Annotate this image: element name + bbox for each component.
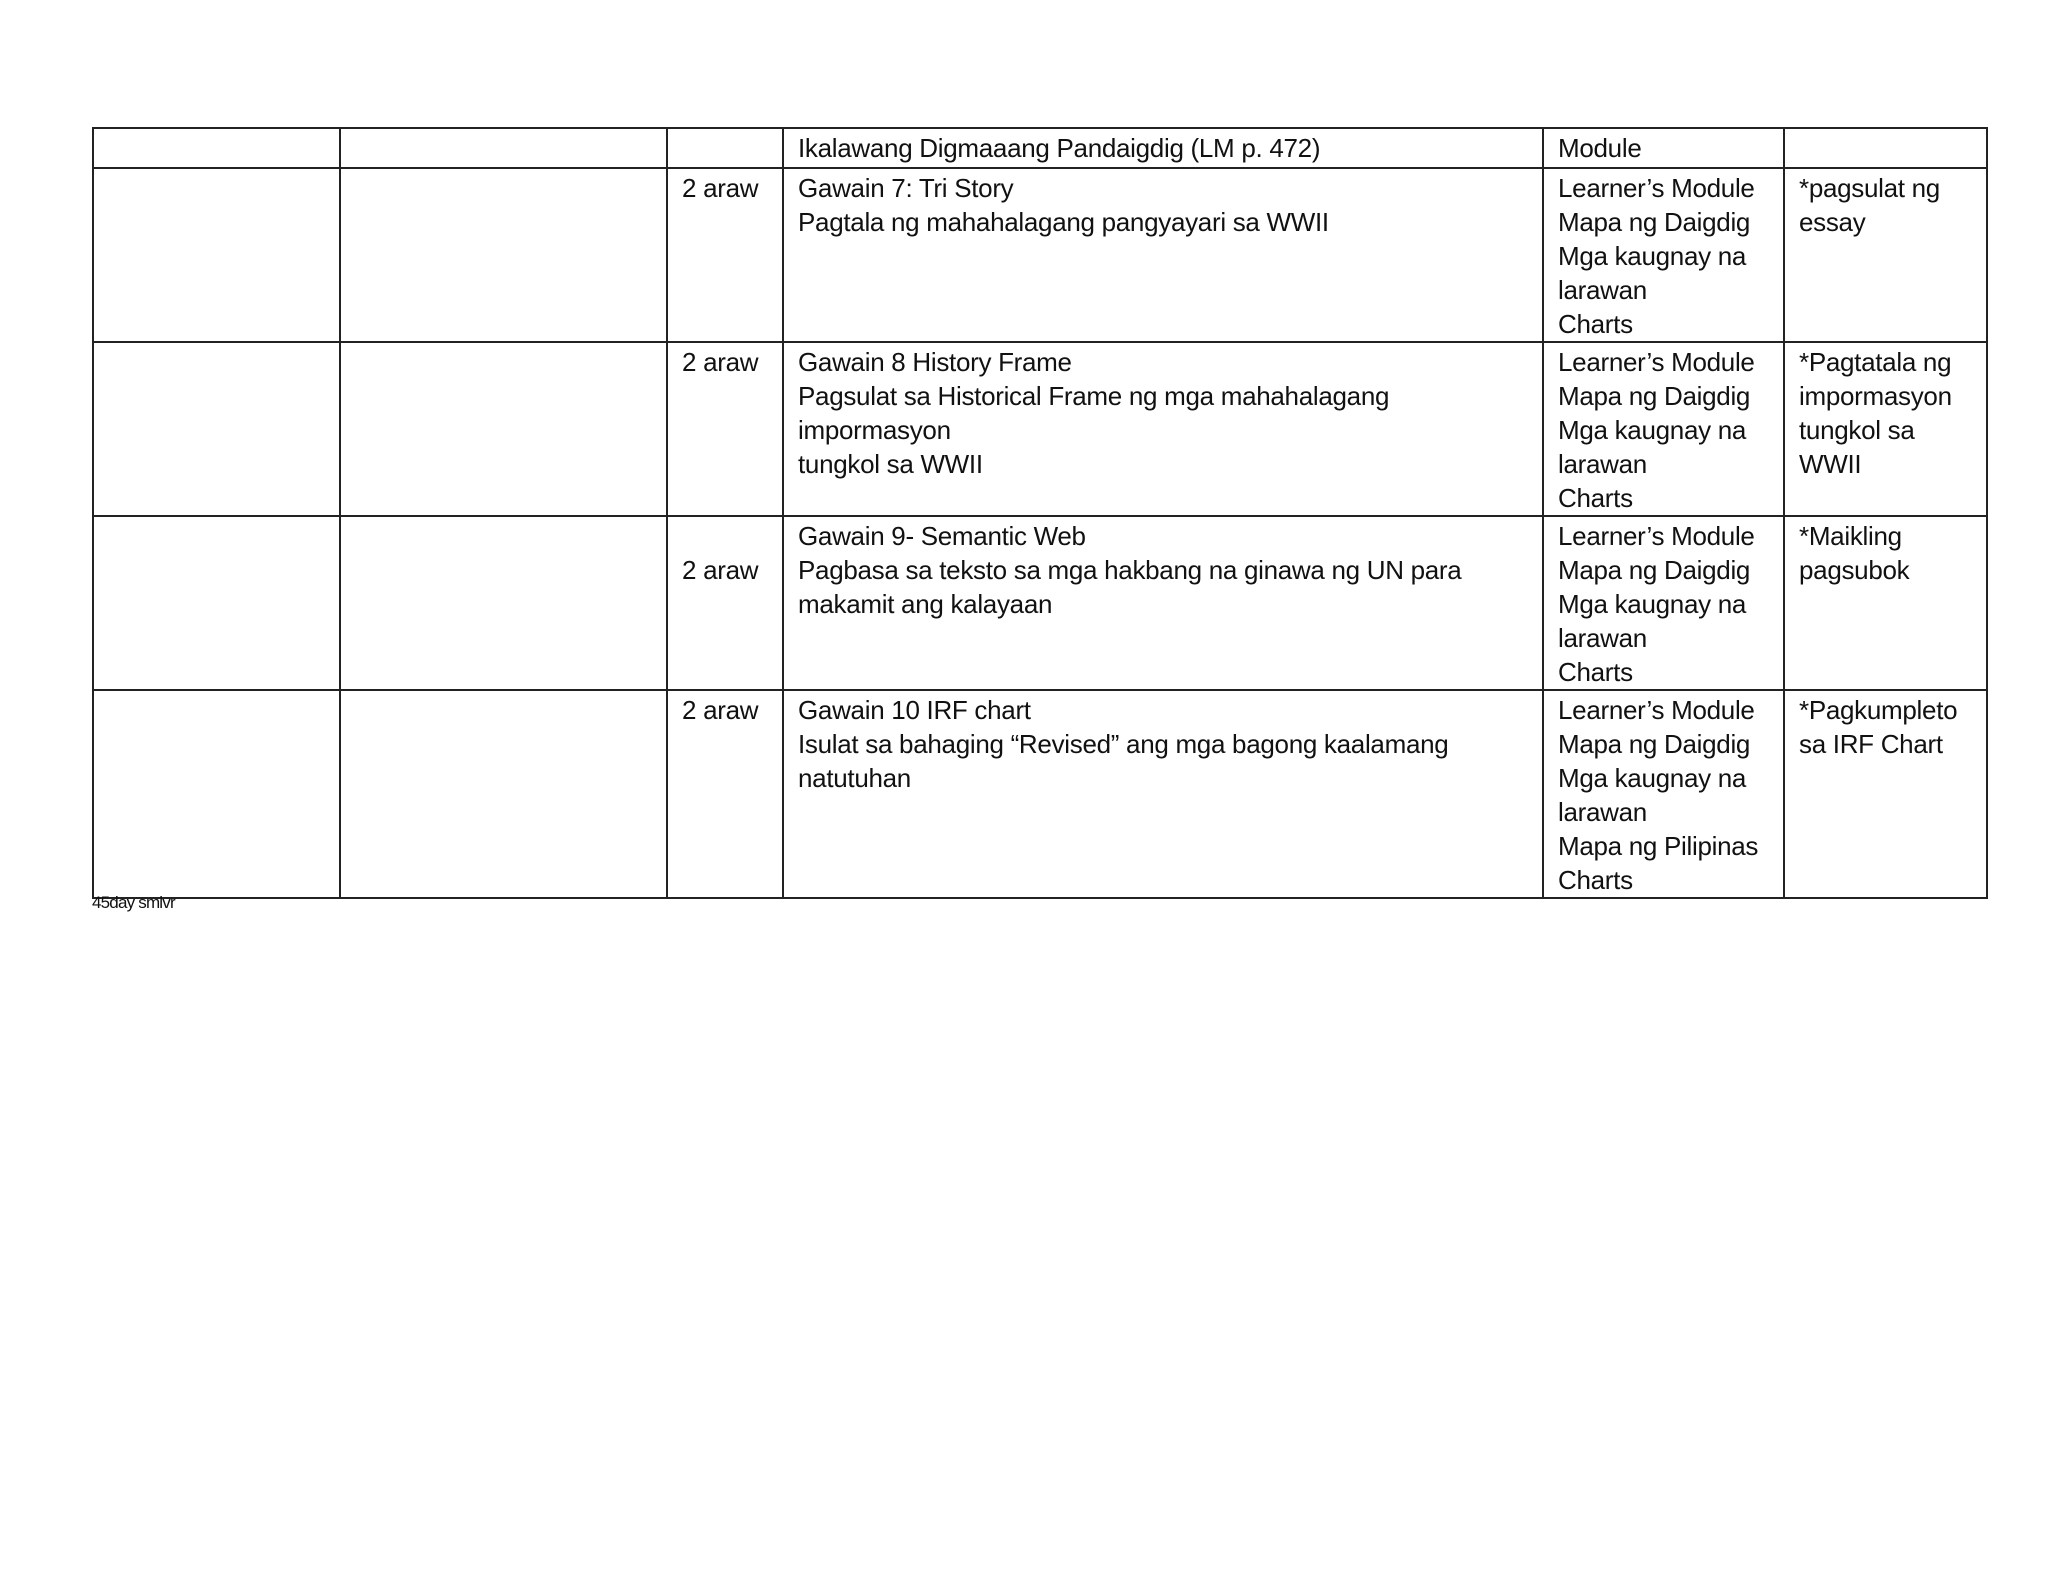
table-row	[93, 128, 1987, 168]
assessment-line: sa IRF Chart	[1799, 729, 1943, 759]
material-item: larawan	[1558, 623, 1647, 653]
activity-line: Ikalawang Digmaaang Pandaigdig (LM p. 472)	[798, 133, 1321, 163]
days-cell: 2 araw	[667, 342, 783, 516]
assessment-line: pagsubok	[1799, 555, 1910, 585]
material-item: Learner’s Module	[1558, 173, 1755, 203]
table-row	[93, 690, 1987, 898]
footer-note: 45day smlvr	[92, 893, 175, 912]
activity-cell	[783, 516, 1543, 690]
material-item: Charts	[1558, 865, 1633, 895]
days-cell: 2 araw	[667, 690, 783, 898]
activity-line: Pagsulat sa Historical Frame ng mga mahahalagang impormasyon	[798, 381, 1390, 445]
assessment-line: *pagsulat ng	[1799, 173, 1940, 203]
activity-cell	[783, 168, 1543, 342]
activity-cell	[783, 342, 1543, 516]
activity-line: makamit ang kalayaan	[798, 589, 1053, 619]
assessment-cell	[1784, 128, 1987, 168]
material-item: Mapa ng Daigdig	[1558, 207, 1751, 237]
assessment-line: impormasyon	[1799, 381, 1952, 411]
material-item: Mapa ng Daigdig	[1558, 381, 1751, 411]
empty-cell	[340, 690, 667, 898]
material-item: Mga kaugnay na	[1558, 589, 1747, 619]
materials-cell	[1543, 168, 1784, 342]
material-item: Mapa ng Daigdig	[1558, 555, 1751, 585]
empty-cell	[93, 516, 340, 690]
material-item: Mga kaugnay na	[1558, 763, 1747, 793]
activity-line: Isulat sa bahaging “Revised” ang mga bagong kaalamang	[798, 729, 1449, 759]
material-item: larawan	[1558, 449, 1647, 479]
assessment-cell	[1784, 690, 1987, 898]
material-item: Charts	[1558, 657, 1633, 687]
empty-cell	[340, 516, 667, 690]
activity-title: Gawain 9- Semantic Web	[798, 521, 1086, 551]
materials-cell	[1543, 128, 1784, 168]
table-row	[93, 342, 1987, 516]
table-row	[93, 516, 1987, 690]
materials-cell	[1543, 342, 1784, 516]
material-item: Charts	[1558, 483, 1633, 513]
assessment-line: *Maikling	[1799, 521, 1902, 551]
materials-cell	[1543, 516, 1784, 690]
empty-cell	[340, 342, 667, 516]
assessment-line: tungkol sa	[1799, 415, 1915, 445]
table-row	[93, 168, 1987, 342]
assessment-cell	[1784, 342, 1987, 516]
days-cell: 2 araw	[667, 516, 783, 690]
assessment-line: *Pagkumpleto	[1799, 695, 1958, 725]
empty-cell	[93, 690, 340, 898]
lesson-plan-table	[92, 127, 1988, 899]
material-item: Module	[1558, 133, 1642, 163]
empty-cell	[93, 168, 340, 342]
material-item: Learner’s Module	[1558, 521, 1755, 551]
activity-title: Gawain 10 IRF chart	[798, 695, 1031, 725]
assessment-line: WWII	[1799, 449, 1862, 479]
empty-cell	[93, 128, 340, 168]
activity-line: Pagtala ng mahahalagang pangyayari sa WWII	[798, 207, 1329, 237]
assessment-cell	[1784, 516, 1987, 690]
material-item: larawan	[1558, 275, 1647, 305]
activity-cell	[783, 128, 1543, 168]
empty-cell	[93, 342, 340, 516]
activity-line: Pagbasa sa teksto sa mga hakbang na ginawa ng UN para	[798, 555, 1462, 585]
material-item: Mapa ng Daigdig	[1558, 729, 1751, 759]
days-cell	[667, 128, 783, 168]
activity-title: Gawain 7: Tri Story	[798, 173, 1014, 203]
empty-cell	[340, 168, 667, 342]
material-item: Mapa ng Pilipinas	[1558, 831, 1759, 861]
material-item: Mga kaugnay na	[1558, 415, 1747, 445]
material-item: larawan	[1558, 797, 1647, 827]
assessment-cell	[1784, 168, 1987, 342]
material-item: Charts	[1558, 309, 1633, 339]
material-item: Learner’s Module	[1558, 347, 1755, 377]
days-cell: 2 araw	[667, 168, 783, 342]
materials-cell	[1543, 690, 1784, 898]
activity-line: natutuhan	[798, 763, 911, 793]
activity-cell	[783, 690, 1543, 898]
activity-title: Gawain 8 History Frame	[798, 347, 1072, 377]
activity-line: tungkol sa WWII	[798, 449, 983, 479]
material-item: Mga kaugnay na	[1558, 241, 1747, 271]
material-item: Learner’s Module	[1558, 695, 1755, 725]
assessment-line: essay	[1799, 207, 1866, 237]
empty-cell	[340, 128, 667, 168]
assessment-line: *Pagtatala ng	[1799, 347, 1952, 377]
